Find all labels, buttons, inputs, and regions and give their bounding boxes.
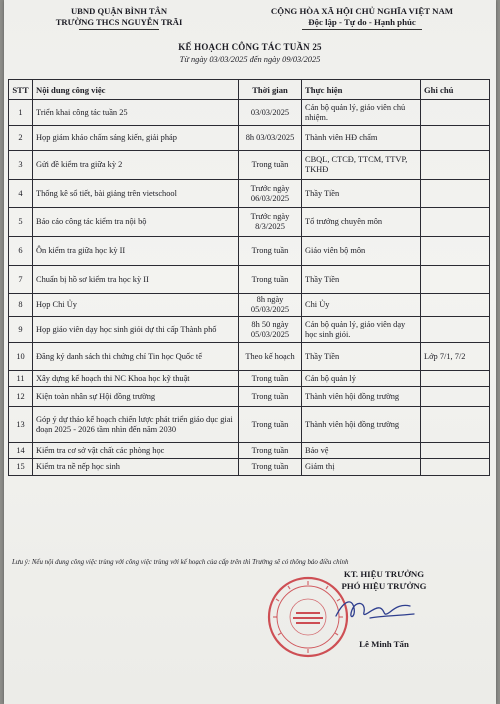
row-task-cell: Ôn kiểm tra giữa học kỳ II (33, 237, 239, 266)
row-task-cell: Gửi đề kiểm tra giữa kỳ 2 (33, 151, 239, 180)
row-time-cell: 8h 03/03/2025 (239, 126, 302, 151)
row-executor-cell: Thầy Tiền (302, 343, 421, 371)
work-plan-table (8, 79, 490, 476)
row-note-cell (421, 151, 490, 180)
row-stt-cell: 9 (9, 317, 33, 343)
row-stt-cell: 3 (9, 151, 33, 180)
signature (330, 590, 420, 626)
row-stt-cell: 1 (9, 100, 33, 126)
row-stt-cell: 7 (9, 266, 33, 294)
table-header-row (9, 80, 490, 100)
row-stt-cell: 5 (9, 208, 33, 237)
row-time-cell: Trong tuần (239, 151, 302, 180)
table-row (9, 443, 490, 459)
row-stt-cell: 11 (9, 371, 33, 387)
row-time-cell: Trong tuần (239, 459, 302, 476)
table-row (9, 371, 490, 387)
row-time-cell: Trong tuần (239, 266, 302, 294)
row-task-cell: Họp giáo viên dạy học sinh giỏi dự thi cấp Thành phố (33, 317, 239, 343)
row-note-cell (421, 266, 490, 294)
nation-line-1: CỘNG HÒA XÃ HỘI CHỦ NGHĨA VIỆT NAM (270, 6, 454, 16)
org-underline (79, 29, 159, 30)
row-executor-cell: Cán bộ quản lý, giáo viên dạy học sinh giỏi. (302, 317, 421, 343)
table-row (9, 126, 490, 151)
row-note-cell (421, 100, 490, 126)
row-executor-cell: CBQL, CTCĐ, TTCM, TTVP, TKHĐ (302, 151, 421, 180)
table-row (9, 180, 490, 208)
row-note-cell (421, 387, 490, 407)
row-note-cell (421, 126, 490, 151)
row-time-cell: 8h 50 ngày 05/03/2025 (239, 317, 302, 343)
row-note-cell (421, 407, 490, 443)
row-time-cell: Theo kế hoạch (239, 343, 302, 371)
row-note-cell (421, 294, 490, 317)
nation-line-2: Độc lập - Tự do - Hạnh phúc (308, 17, 416, 27)
header-time: Thời gian (239, 80, 302, 100)
row-note-cell (421, 371, 490, 387)
row-note-cell: Lớp 7/1, 7/2 (421, 343, 490, 371)
row-executor-cell: Thầy Tiền (302, 180, 421, 208)
row-executor-cell: Chi Ủy (302, 294, 421, 317)
row-time-cell: Trong tuần (239, 237, 302, 266)
row-task-cell: Kiện toàn nhân sự Hội đồng trường (33, 387, 239, 407)
row-executor-cell: Bảo vệ (302, 443, 421, 459)
table-row (9, 151, 490, 180)
table-row (9, 317, 490, 343)
org-line-1: UBND QUẬN BÌNH TÂN (70, 6, 168, 16)
row-executor-cell: Cán bộ quản lý, giáo viên chủ nhiệm. (302, 100, 421, 126)
signatory-role-line-1: KT. HIỆU TRƯỞNG (343, 569, 425, 579)
row-time-cell: Trong tuần (239, 443, 302, 459)
table-row (9, 343, 490, 371)
row-stt-cell: 10 (9, 343, 33, 371)
row-executor-cell: Giáo viên bộ môn (302, 237, 421, 266)
table-row (9, 459, 490, 476)
document-page (4, 0, 496, 704)
row-executor-cell: Tổ trưởng chuyên môn (302, 208, 421, 237)
row-note-cell (421, 208, 490, 237)
row-note-cell (421, 317, 490, 343)
header-stt: STT (9, 80, 33, 100)
row-stt-cell: 2 (9, 126, 33, 151)
row-note-cell (421, 237, 490, 266)
row-note-cell (421, 180, 490, 208)
nation-underline (302, 29, 422, 30)
signatory-role-line-2: PHÓ HIỆU TRƯỞNG (341, 581, 427, 591)
footnote: Lưu ý: Nếu nội dung công việc trùng với công việc trùng với kế hoạch của cấp trên thì Trường sẽ có thông báo điều chỉnh (12, 559, 349, 566)
table-row (9, 294, 490, 317)
table-row (9, 387, 490, 407)
row-task-cell: Báo cáo công tác kiểm tra nội bộ (33, 208, 239, 237)
row-stt-cell: 14 (9, 443, 33, 459)
header-executor: Thực hiện (302, 80, 421, 100)
table-row (9, 407, 490, 443)
row-time-cell: 8h ngày 05/03/2025 (239, 294, 302, 317)
row-stt-cell: 6 (9, 237, 33, 266)
row-note-cell (421, 459, 490, 476)
row-executor-cell: Thành viên hội đồng trường (302, 407, 421, 443)
table-body (9, 100, 490, 476)
row-executor-cell: Thành viên hội đồng trường (302, 387, 421, 407)
document-date-range: Từ ngày 03/03/2025 đến ngày 09/03/2025 (179, 55, 321, 64)
org-header (34, 6, 204, 30)
header-task: Nội dung công việc (33, 80, 239, 100)
row-time-cell: Trong tuần (239, 387, 302, 407)
row-task-cell: Đăng ký danh sách thi chứng chỉ Tin học Quốc tế (33, 343, 239, 371)
table-row (9, 100, 490, 126)
row-task-cell: Họp giám khảo chấm sáng kiến, giải pháp (33, 126, 239, 151)
row-task-cell: Kiểm tra cơ sở vật chất các phòng học (33, 443, 239, 459)
table-row (9, 237, 490, 266)
row-stt-cell: 8 (9, 294, 33, 317)
row-time-cell: Trong tuần (239, 371, 302, 387)
row-stt-cell: 12 (9, 387, 33, 407)
signatory-name: Lê Minh Tấn (359, 639, 409, 649)
table-row (9, 266, 490, 294)
row-stt-cell: 13 (9, 407, 33, 443)
row-note-cell (421, 443, 490, 459)
row-executor-cell: Thành viên HĐ chấm (302, 126, 421, 151)
row-executor-cell: Giám thị (302, 459, 421, 476)
row-time-cell: Trước ngày 06/03/2025 (239, 180, 302, 208)
row-task-cell: Góp ý dự thảo kế hoạch chiến lược phát triển giáo dục giai đoạn 2025 - 2026 tầm nhìn đến năm 2030 (33, 407, 239, 443)
row-time-cell: 03/03/2025 (239, 100, 302, 126)
row-task-cell: Triển khai công tác tuần 25 (33, 100, 239, 126)
row-task-cell: Xây dựng kế hoạch thi NC Khoa học kỹ thuật (33, 371, 239, 387)
document-title: KẾ HOẠCH CÔNG TÁC TUẦN 25 (178, 42, 322, 52)
row-task-cell: Thống kê sổ tiết, bài giảng trên vietschool (33, 180, 239, 208)
row-executor-cell: Cán bộ quản lý (302, 371, 421, 387)
row-task-cell: Kiểm tra nề nếp học sinh (33, 459, 239, 476)
header-note: Ghi chú (421, 80, 490, 100)
row-time-cell: Trước ngày 8/3/2025 (239, 208, 302, 237)
row-time-cell: Trong tuần (239, 407, 302, 443)
org-line-2: TRƯỜNG THCS NGUYỄN TRÃI (55, 17, 183, 27)
nation-header (242, 6, 482, 30)
row-stt-cell: 4 (9, 180, 33, 208)
row-stt-cell: 15 (9, 459, 33, 476)
signatory-role (294, 568, 474, 592)
table-row (9, 208, 490, 237)
row-executor-cell: Thầy Tiền (302, 266, 421, 294)
row-task-cell: Họp Chi Ủy (33, 294, 239, 317)
row-task-cell: Chuẩn bị hồ sơ kiểm tra học kỳ II (33, 266, 239, 294)
